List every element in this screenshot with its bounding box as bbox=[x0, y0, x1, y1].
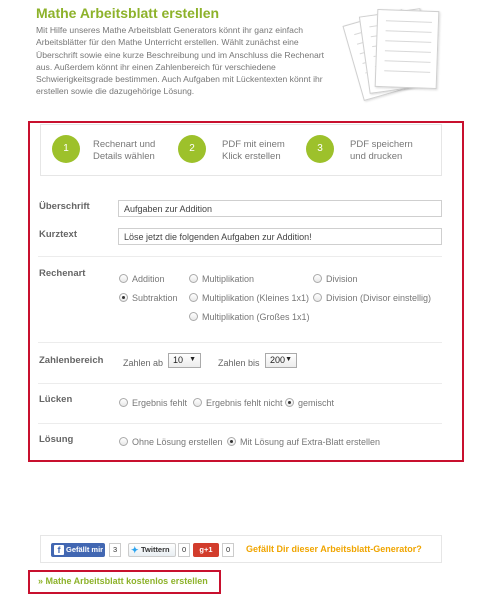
page-title: Mathe Arbeitsblatt erstellen bbox=[36, 5, 220, 21]
step-2-text: PDF mit einem Klick erstellen bbox=[222, 139, 285, 162]
radio-multiplication-small[interactable]: Multiplikation (Kleines 1x1) bbox=[189, 293, 309, 303]
twitter-count: 0 bbox=[178, 543, 190, 557]
worksheet-stack-icon bbox=[338, 4, 458, 102]
step-3-text: PDF speichern und drucken bbox=[350, 139, 413, 162]
facebook-icon: f bbox=[54, 545, 64, 555]
chevron-down-icon: ▼ bbox=[189, 356, 196, 363]
radio-circle-selected bbox=[119, 293, 128, 302]
radio-circle bbox=[189, 293, 198, 302]
google-plus-count: 0 bbox=[222, 543, 234, 557]
solution-label: Lösung bbox=[39, 434, 74, 445]
radio-mixed[interactable]: gemischt bbox=[285, 398, 334, 408]
step-1-text: Rechenart und Details wählen bbox=[93, 139, 156, 162]
shorttext-input[interactable] bbox=[118, 228, 442, 245]
radio-circle bbox=[313, 274, 322, 283]
operation-label: Rechenart bbox=[39, 268, 86, 279]
step-2-badge: 2 bbox=[178, 135, 206, 163]
google-plus-icon: g bbox=[199, 545, 205, 554]
radio-circle bbox=[313, 293, 322, 302]
radio-circle bbox=[119, 437, 128, 446]
radio-with-solution[interactable]: Mit Lösung auf Extra-Blatt erstellen bbox=[227, 437, 380, 447]
radio-circle bbox=[189, 312, 198, 321]
range-to-select[interactable]: 200 ▼ bbox=[265, 353, 297, 368]
radio-circle bbox=[189, 274, 198, 283]
range-label: Zahlenbereich bbox=[39, 355, 104, 366]
radio-missing-result[interactable]: Ergebnis fehlt bbox=[119, 398, 187, 408]
facebook-count: 3 bbox=[109, 543, 121, 557]
radio-multiplication[interactable]: Multiplikation bbox=[189, 274, 254, 284]
radio-addition[interactable]: Addition bbox=[119, 274, 165, 284]
step-3-badge: 3 bbox=[306, 135, 334, 163]
create-worksheet-link[interactable]: » Mathe Arbeitsblatt kostenlos erstellen bbox=[38, 576, 208, 586]
chevron-down-icon: ▼ bbox=[285, 356, 292, 363]
google-plus-button[interactable]: g+1 bbox=[193, 543, 219, 557]
twitter-button[interactable]: ✦ Twittern bbox=[128, 543, 176, 557]
radio-circle bbox=[119, 398, 128, 407]
radio-division-single-digit[interactable]: Division (Divisor einstellig) bbox=[313, 293, 431, 303]
divider bbox=[38, 383, 442, 384]
radio-subtraction[interactable]: Subtraktion bbox=[119, 293, 178, 303]
divider bbox=[38, 423, 442, 424]
range-from-select[interactable]: 10 ▼ bbox=[168, 353, 201, 368]
range-from-label: Zahlen ab bbox=[123, 358, 164, 368]
divider bbox=[38, 256, 442, 257]
heading-input[interactable] bbox=[118, 200, 442, 217]
shorttext-label: Kurztext bbox=[39, 229, 78, 240]
step-1-badge: 1 bbox=[52, 135, 80, 163]
radio-division[interactable]: Division bbox=[313, 274, 358, 284]
range-to-label: Zahlen bis bbox=[218, 358, 260, 368]
radio-result-present[interactable]: Ergebnis fehlt nicht bbox=[193, 398, 283, 408]
radio-without-solution[interactable]: Ohne Lösung erstellen bbox=[119, 437, 223, 447]
divider bbox=[38, 342, 442, 343]
radio-multiplication-large[interactable]: Multiplikation (Großes 1x1) bbox=[189, 312, 310, 322]
facebook-like-button[interactable]: f Gefällt mir bbox=[51, 543, 105, 557]
social-question: Gefällt Dir dieser Arbeitsblatt-Generator? bbox=[246, 544, 422, 554]
gaps-label: Lücken bbox=[39, 394, 73, 405]
radio-circle bbox=[193, 398, 202, 407]
radio-circle-selected bbox=[285, 398, 294, 407]
twitter-bird-icon: ✦ bbox=[131, 545, 139, 555]
intro-text: Mit Hilfe unseres Mathe Arbeitsblatt Generators könnt ihr ganz einfach Arbeitsblätter für den Mathe Unterricht erstellen. Wählt zunächst eine Überschrift sowie eine kurze Beschreibung und im Anschluss die Rechenart aus. Außerdem könnt ihr einen Zahlenbereich für verschiedene Schwierigkeitsgrade bestimmen. Auch Aufgaben mit Lückentexten könnt ihr erstellen sowie die dazugehörige Lösung. bbox=[36, 25, 325, 97]
steps-panel bbox=[40, 124, 442, 176]
heading-label: Überschrift bbox=[39, 201, 90, 212]
radio-circle bbox=[119, 274, 128, 283]
social-bar bbox=[40, 535, 442, 563]
radio-circle-selected bbox=[227, 437, 236, 446]
